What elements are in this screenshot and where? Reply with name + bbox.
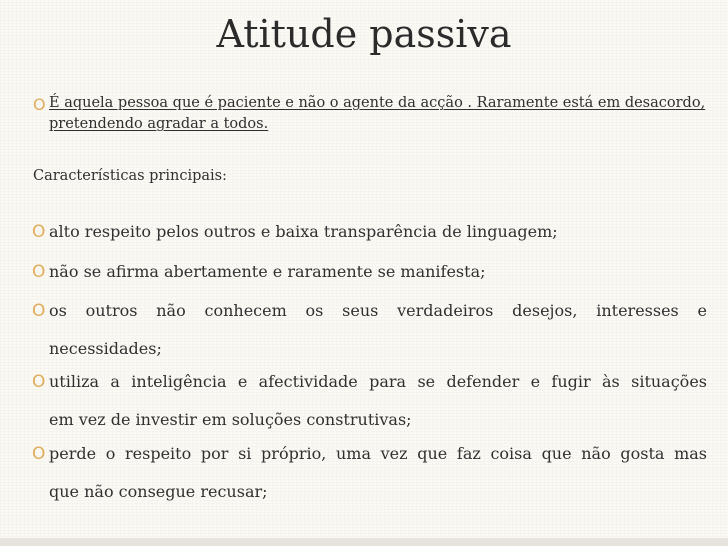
bullet-icon: O	[32, 262, 46, 282]
list-item-text-line: necessidades;	[49, 339, 162, 358]
bullet-icon: O	[32, 301, 46, 321]
intro-bullet-icon: O	[33, 95, 46, 114]
slide-bottom-bar	[0, 538, 728, 546]
characteristics-heading-label: Características principais	[33, 168, 223, 184]
list-item-text-line: perde o respeito por si próprio, uma vez que faz coisa que não gosta mas	[49, 444, 707, 463]
characteristics-heading	[33, 168, 227, 184]
list-item-text-line: os outros não conhecem os seus verdadeiros desejos, interesses e	[49, 301, 707, 320]
list-item	[49, 256, 707, 288]
list-item	[49, 438, 707, 508]
list-item-text: alto respeito pelos outros e baixa transparência de linguagem;	[49, 222, 558, 241]
characteristics-heading-colon: :	[222, 168, 227, 184]
intro-text: É aquela pessoa que é paciente e não o agente da acção . Raramente está em desacordo, pretendendo agradar a todos.	[49, 95, 706, 132]
list-item	[49, 295, 707, 365]
bullet-icon: O	[32, 222, 46, 242]
list-item-text-line: utiliza a inteligência e afectividade para se defender e fugir às situações	[49, 372, 707, 391]
bullet-icon: O	[32, 444, 46, 464]
list-item-text: não se afirma abertamente e raramente se manifesta;	[49, 262, 486, 281]
bullet-icon: O	[32, 372, 46, 392]
list-item	[49, 366, 707, 436]
list-item-text-line: que não consegue recusar;	[49, 482, 268, 501]
slide-title: Atitude passiva	[216, 12, 512, 56]
list-item	[49, 216, 707, 248]
list-item-text-line: em vez de investir em soluções construtivas;	[49, 410, 412, 429]
